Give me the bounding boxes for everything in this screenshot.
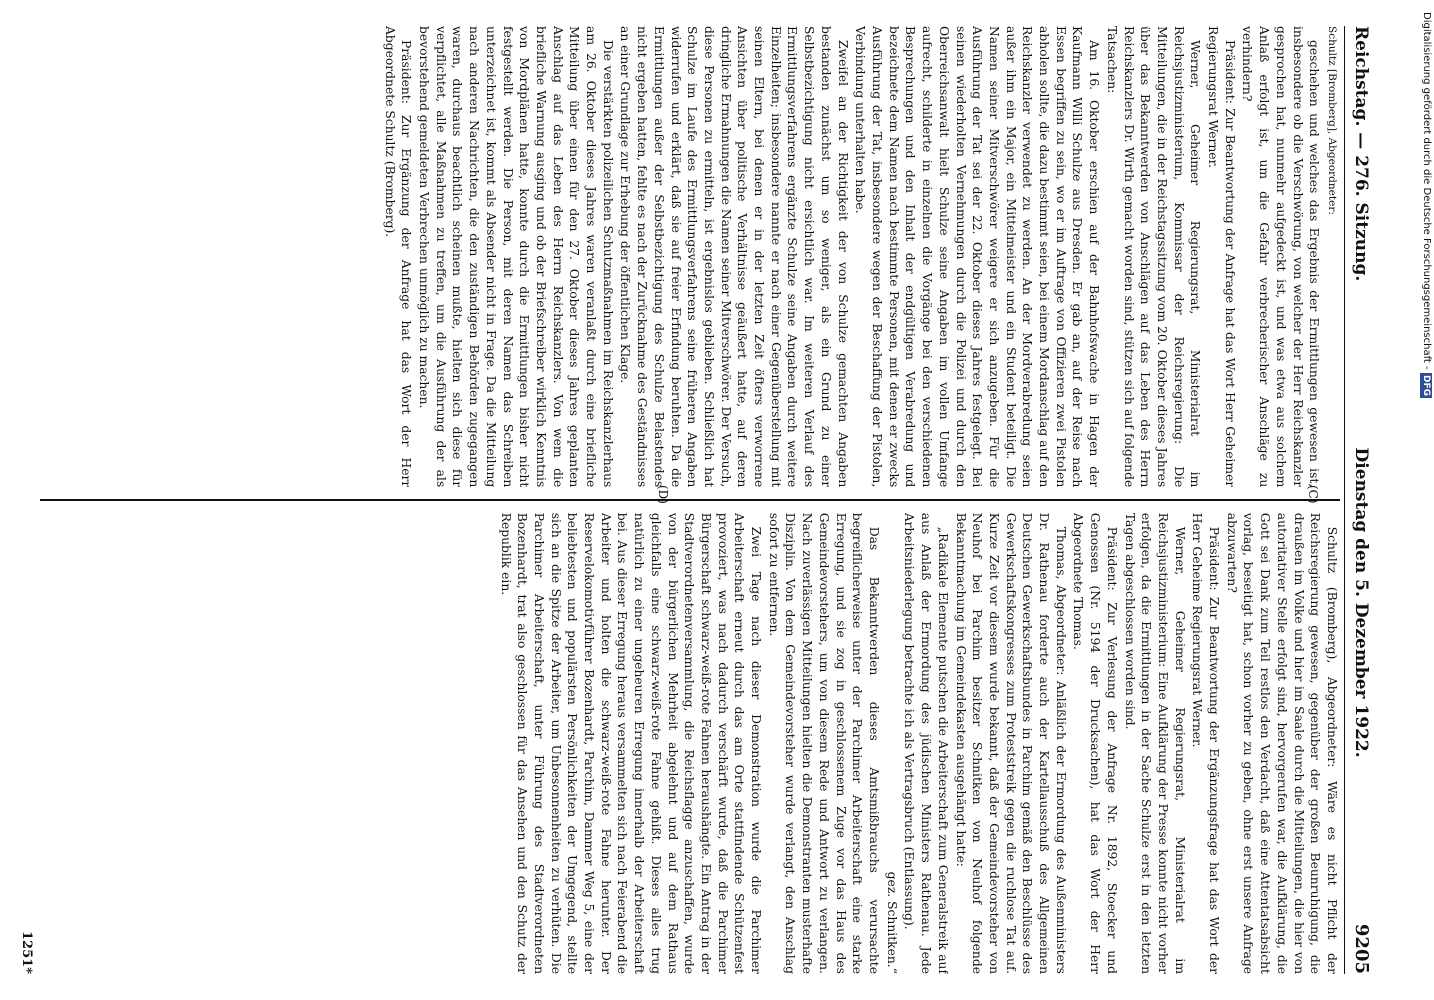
text-paragraph: Thomas, Abgeordneter: Anläßlich der Ermordung des Außenministers Dr. Rathenau forderte auch der Kartellausschuß des Allgemeinen Deutschen Gewerkschaftsbundes in Parchim gemäß den Beschlüsse des Gewerkschaftskongresses zum Proteststreik gegen die ruchlose Tat auf. Kurze Zeit vor diesem wurde bekannt, daß der Gemeindevorsteher von Neuhof bei Parchim besitzer Schnitken von Neuhof folgende Bekanntmachung im Gemeindekasten ausgehängt hatte: <box>953 512 1068 974</box>
signature-line: gez. Schnitken.“ <box>884 871 899 974</box>
text-paragraph: Schultz (Bromberg), Abgeordneter: Wäre es nicht Pflicht der Reichsregierung gewesen, gegenüber der großen Beunruhigung, die draußen im Volke und hier im Saale durch die Mitteilungen, die hier von autoritativer Stelle erfolgt sind, hervorgerufen war, die Aufklärung, die Gott sei Dank zum Teil restlos den Verdacht, daß eine Attentatsabsicht vorlag, beseitigt hat, schon vorher zu geben, ohne erst unsere Anfrage abzuwarten? <box>1224 512 1339 974</box>
left-column <box>40 26 1340 487</box>
margin-letter-d: (D) <box>656 485 670 504</box>
column-divider <box>40 499 1340 500</box>
text-paragraph: Präsident: Zur Verlesung der Anfrage Nr. 1892, Stoecker und Genossen (Nr. 5194 der Drucksachen), hat das Wort der Herr Abgeordnete Thomas. <box>1071 512 1119 974</box>
text-paragraph: Das Bekanntwerden dieses Amtsmißbrauchs verursachte begreiflicherweise unter der Parchimer Arbeiterschaft eine starke Erregung, und sie zog in geschlossenem Zuge vor das Haus des Gemeindevorstehers, um von diesem Rede und Antwort zu verlangen. Nach zuverlässigen Mitteilungen hielten die Demonstranten musterhafte Disziplin. Von dem Gemeindevorsteher wurde verlangt, den Anschlag sofort zu entfernen. <box>766 512 882 974</box>
text-paragraph: Zweifel an der Richtigkeit der von Schulze gemachten Angaben bestanden zunächst um so weniger, als ein Grund zu einer Selbstbezichtigung nicht ersichtlich war. Im weiteren Verlauf des Ermittlungsverfahrens ergänzte Schulze seine Angaben durch weitere Einzelheiten; insbesondere nannte er nach einer Gegenüberstellung mit seinen Eltern, bei denen er in der letzten Zeit öfters verworrene Ansichten über politische Verhältnisse geäußert hatte, auf deren dringliche Ermahnungen die Namen seiner Mitverschwörer. Der Versuch, diese Personen zu ermitteln, ist ergebnislos geblieben. Schließlich hat Schulze im Laufe des Ermittlungsverfahrens seine früheren Angaben widerrufen und erklärt, daß sie auf freier Erfindung beruhten. Da die Ermittlungen außer der Selbstbezichtigung des Schulze Belastendes nicht ergeben hatten, fehlte es nach der Zurücknahme des Geständnisses an einer Grundlage zur Erhebung der öffentlichen Klage. <box>618 26 850 488</box>
page-header <box>1344 26 1372 974</box>
text-paragraph: Am 16. Oktober erschien auf der Bahnhofswache in Hagen der Kaufmann Willi Schulze aus Dresden. Er gab an, auf der Reise nach Essen begriffen zu sein, wo er im Auftrage von Offizieren zwei Pistolen abholen sollte, die dazu bestimmt seien, bei einem Mordanschlag auf den Reichskanzler verwendet zu werden. An der Mordverabredung seien außer ihm ein Major, ein Mittelmeister und ein Student beteiligt. Die Namen seiner Mitverschwörer weigere er sich anzugeben. Für die Ausführung der Tat sei der 22. Oktober dieses Jahres festgelegt. Bei seinen wiederholten Vernehmungen durch die Polizei und durch den Oberreichsanwalt hielt Schulze seine Angaben im vollen Umfange aufrecht, schilderte in einzelnen die Vorgänge bei den verschiedenen Besprechungen und den Inhalt der endgültigen Verabredung und bezeichnete dem Namen nach bestimmte Personen, mit denen er zwecks Ausführung der Tat, insbesondere wegen der Beschaffung der Pistolen, Verbindung unterhalten habe. <box>853 26 1102 488</box>
digitization-note <box>1420 12 1432 712</box>
text-paragraph: geschehen und welches das Ergebnis der Ermittlungen gewesen ist, insbesondere ob die Verschwörung, von welcher der Herr Reichskanzler gesprochen hat, nunmehr aufgedeckt ist, und was etwa aus solchem Anlaß erfolgt ist, um die Gefahr verbrecherischer Anschläge zu verhindern? <box>1240 26 1322 488</box>
header-center: Dienstag den 5. Dezember 1922. <box>1351 447 1371 758</box>
text-paragraph: Präsident: Zur Beantwortung der Anfrage hat das Wort Herr Geheimer Regierungsrat Werner. <box>1206 26 1237 488</box>
header-left: Reichstag. — 276. Sitzung. <box>1351 26 1371 282</box>
footer-number: 1251* <box>19 931 34 974</box>
text-paragraph: Werner, Geheimer Regierungsrat, Ministerialrat im Reichsjustizministerium, Kommissar der Reichsregierung: Die Mitteilungen, die in der Reichstagssitzung vom 20. Oktober dieses Jahres über das Bekanntwerden von Anschlägen auf das Leben des Herrn Reichskanzlers Dr. Wirth gemacht worden sind, stützen sich auf folgende Tatsachen: <box>1104 26 1203 488</box>
margin-letter-c: (C) <box>1306 485 1320 504</box>
text-paragraph: Zwei Tage nach dieser Demonstration wurde die Parchimer Arbeiterschaft erneut durch das am Orte stattfindende Schützenfest provoziert, was nach dadurch verschärft wurde, daß die Parchimer Bürgerschaft schwarz-weiß-rote Fahnen heraushängte. Ein Antrag in der Stadtverordnetenversammlung, die Reichsflagge anzuschaffen, wurde von der bürgerlichen Mehrheit abgelehnt und auf dem Rathaus gleichfalls eine schwarz-weiß-rote Fahne gehißt. Dieses alles trug natürlich zu einer ungeheuren Erregung innerhalb der Arbeiterschaft bei. Aus dieser Erregung heraus versammelten sich nach Feierabend die Arbeiter und holten die schwarz-weiß-rote Fahne herunter. Der Reservelokomotivführer Bozenhardt, Parchim, Dammer Weg 5, eine der beliebtesten und populärsten Persönlichkeiten der Umgegend, stellte sich an die Spitze der Arbeiter, um Unbesonnenheiten zu verhüten. Die Parchimer Arbeiterschaft, unter Führung des Stadtverordneten Bozenhardt, trat also geschlossen für das Ansehen und den Schutz der Republik ein. <box>498 512 764 974</box>
page-number: 9205 <box>1351 923 1372 974</box>
text-paragraph: Präsident: Zur Ergänzung der Anfrage hat das Wort der Herr Abgeordnete Schultz (Bromberg). <box>382 26 414 488</box>
text-paragraph: Präsident: Zur Beantwortung der Ergänzungsfrage hat das Wort der Herr Geheime Regierungsrat Werner. <box>1190 512 1222 974</box>
right-column <box>40 513 1340 974</box>
text-paragraph: Die verstärkten polizeilichen Schutzmaßnahmen im Reichskanzlerhaus am 26. Oktober dieses Jahres waren veranlaßt durch eine briefliche Mitteilung über einen für den 27. Oktober dieses Jahres geplanten Anschlag auf das Leben des Herrn Reichskanzlers. Von wem die briefliche Warnung ausging und ob der Briefschreiber wirklich Kenntnis von Mordplänen hatte, konnte durch die Ermittlungen bisher nicht festgestellt werden. Die Person, mit deren Namen das Schreiben unterzeichnet ist, kommt als Absender nicht in Frage. Da die Mitteilung nach anderen Nachrichten, die den zuständigen Behörden zugegangen waren, durchaus beachtlich scheinen mußte, hielten sich diese für verpflichtet, alle Maßnahmen zu treffen, um die Ausführung der als bevorstehend gemeldeten Verbrechen unmöglich zu machen. <box>417 26 615 488</box>
text-paragraph: Werner, Geheimer Regierungsrat, Ministerialrat im Reichsjustizministerium: Eine Aufklärung der Presse konnte nicht vorher erfolgen, da die Ermittlungen in der Sache Schulze erst in den letzten Tagen abgeschlossen worden sind. <box>1122 512 1187 974</box>
dfg-logo: DFG <box>1421 374 1431 396</box>
quote-paragraph: „Radikale Elemente putschen die Arbeiterschaft zum Generalstreik auf aus Anlaß der Ermordung des jüdischen Ministers Rathenau. Jede Arbeitsniederlegung betrachte ich als Vertragsbruch (Entlassung). <box>902 512 950 974</box>
digitization-note-text: Digitalisierung gefördert durch die Deutsche Forschungsgemeinschaft - <box>1421 12 1432 370</box>
speaker-line: Schultz [Bromberg], Abgeordneter: <box>1326 26 1338 215</box>
